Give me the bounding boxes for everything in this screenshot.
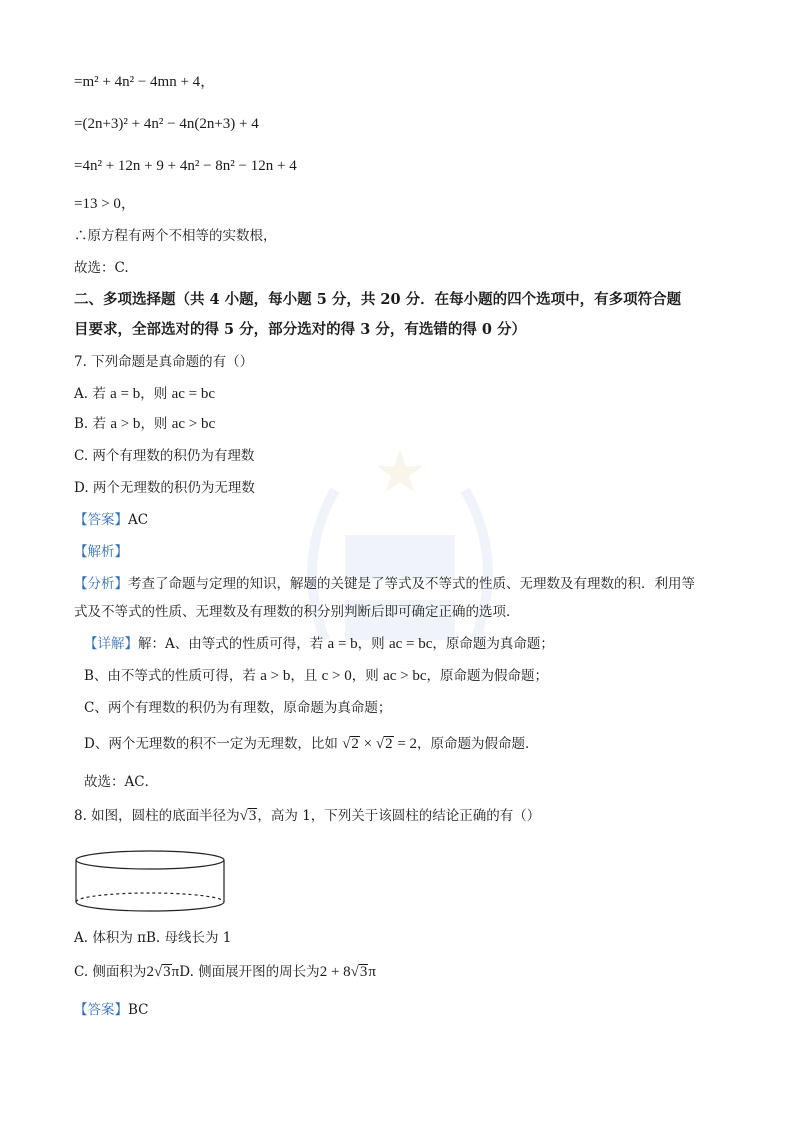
xj-d-rad2: 2 [385, 736, 393, 752]
xj-d-times: × [359, 736, 376, 752]
q7-option-a [74, 384, 215, 404]
q7-option-b [74, 414, 215, 434]
xj-d-1: D、两个无理数的积不一定为无理数，比如 [84, 736, 338, 752]
xj-b-1: B、由不等式的性质可得，若 [84, 668, 256, 684]
answer-8-value: BC [128, 1002, 149, 1018]
fenxi-text-1: 考查了命题与定理的知识，解题的关键是了等式及不等式的性质、无理数及有理数的积．利用等 [128, 576, 695, 592]
answer-8 [74, 1000, 149, 1020]
q7-b-mid: ，则 [140, 416, 168, 432]
q8-c-val: 2 [146, 964, 154, 980]
q8-d-rad: 3 [359, 964, 368, 980]
jiexi-tag: 【解析】 [74, 544, 128, 560]
xj-b-2: ，且 [290, 668, 318, 684]
q8-d-val: 2 + 8 [319, 964, 351, 980]
xj-a-res: ac = bc [388, 636, 433, 652]
answer-7 [74, 510, 148, 530]
xj-a-1: 解：A、由等式的性质可得，若 [138, 636, 324, 652]
q7-a-prefix: A. 若 [74, 386, 106, 402]
cylinder-figure [72, 848, 228, 918]
xj-b-4: ，原命题为假命题； [426, 668, 548, 684]
xiangjie-tag: 【详解】 [84, 636, 138, 652]
xj-b-3: ，则 [351, 668, 379, 684]
xj-d-rad1: 2 [351, 736, 359, 752]
q7-b-res: ac > bc [171, 416, 216, 432]
analysis-heading [74, 542, 128, 562]
section-title-line-1: 二、多项选择题（共 4 小题，每小题 5 分，共 20 分．在每小题的四个选项中，有多项符合题 [74, 291, 682, 308]
q7-a-mid: ，则 [140, 386, 168, 402]
q8-text-1: 8. 如图，圆柱的底面半径为 [74, 808, 240, 824]
xiangjie-a [84, 634, 554, 654]
q8-options-ab: A. 体积为 πB. 母线长为 1 [74, 930, 232, 946]
q8-d-pi: π [368, 964, 376, 980]
q8-c-rad: 3 [163, 964, 171, 980]
question-7: 7. 下列命题是真命题的有（） [74, 354, 254, 370]
section-title-line-2: 目要求，全部选对的得 5 分，部分选对的得 3 分，有选错的得 0 分） [74, 321, 527, 338]
question-8: 8. 如图，圆柱的底面半径为√3，高为 1，下列关于该圆柱的结论正确的有（） [74, 808, 541, 824]
derivation-line-4: =13 > 0， [74, 196, 136, 212]
xj-a-2: ，则 [357, 636, 385, 652]
xj-b-c: c > 0 [321, 668, 352, 684]
choice-7: 故选：AC． [84, 774, 159, 790]
q7-a-cond: a = b [110, 386, 141, 402]
q7-b-prefix: B. 若 [74, 416, 107, 432]
fenxi-tag: 【分析】 [74, 576, 128, 592]
xj-a-cond: a = b [327, 636, 358, 652]
derivation-line-1: =m² + 4n² − 4mn + 4， [74, 74, 216, 90]
xj-d-expr: √2 × √2 = 2 [342, 736, 418, 752]
xj-d-2: ，原命题为假命题． [417, 736, 539, 752]
xj-a-3: ，原命题为真命题； [432, 636, 554, 652]
q8-c-pi: π [171, 964, 180, 980]
q7-option-d: D. 两个无理数的积仍为无理数 [74, 480, 255, 496]
derivation-line-3: =4n² + 12n + 9 + 4n² − 8n² − 12n + 4 [74, 158, 297, 174]
q8-rad: 3 [248, 808, 257, 824]
answer-tag: 【答案】 [74, 512, 128, 528]
q8-d-1: D. 侧面展开图的周长为 [179, 964, 320, 980]
xj-b-cond: a > b [260, 668, 291, 684]
xiangjie-b [84, 666, 548, 686]
q7-a-res: ac = bc [171, 386, 215, 402]
xj-b-res: ac > bc [383, 668, 427, 684]
fenxi-line-1 [74, 574, 695, 594]
xj-d-eq: = 2 [393, 736, 418, 752]
fenxi-line-2: 式及不等式的性质、无理数及有理数的积分别判断后即可确定正确的选项． [74, 604, 520, 620]
q8-text-2: ，高为 1，下列关于该圆柱的结论正确的有（） [257, 808, 541, 824]
q7-option-c: C. 两个有理数的积仍为有理数 [74, 448, 255, 464]
q8-options-cd: C. 侧面积为2√3πD. 侧面展开图的周长为2 + 8√3π [74, 964, 376, 980]
derivation-line-2: =(2n+3)² + 4n² − 4n(2n+3) + 4 [74, 116, 259, 132]
choice-text: 故选：C. [74, 260, 129, 276]
answer-7-value: AC [128, 512, 149, 528]
xiangjie-d [84, 734, 539, 754]
conclusion-text: ∴原方程有两个不相等的实数根， [74, 228, 277, 244]
answer-8-tag: 【答案】 [74, 1002, 128, 1018]
xiangjie-c: C、两个有理数的积仍为有理数，原命题为真命题； [84, 700, 392, 716]
q8-c-1: C. 侧面积为 [74, 964, 147, 980]
q7-b-cond: a > b [110, 416, 141, 432]
